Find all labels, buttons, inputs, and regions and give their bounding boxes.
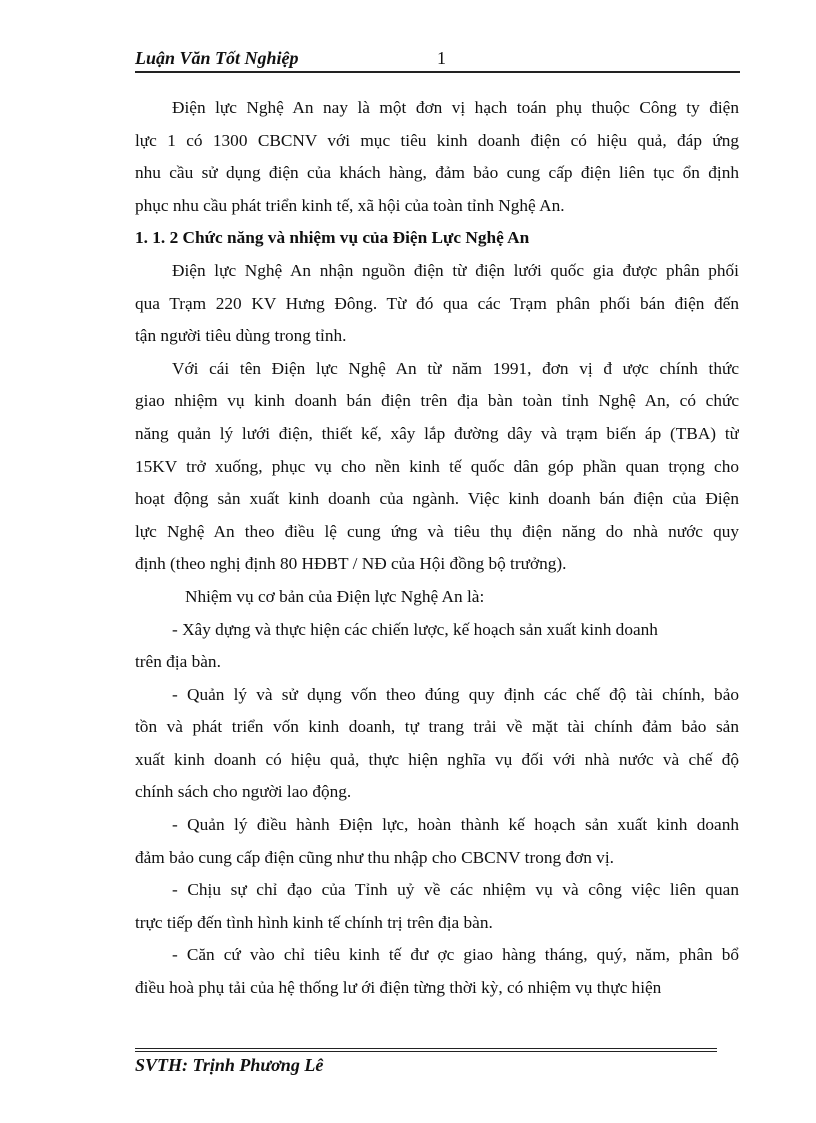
header-title: Luận Văn Tốt Nghiệp [135, 48, 299, 68]
footer-author: SVTH: Trịnh Phương Lê [135, 1055, 324, 1075]
list-item: - Quản lý và sử dụng vốn theo đúng quy định các chế độ tài chính, bảo [172, 684, 739, 704]
list-item: - Căn cứ vào chỉ tiêu kinh tế đư ợc giao hàng tháng, quý, năm, phân bổ [172, 945, 739, 965]
body-line: xuất kinh doanh có hiệu quả, thực hiện nghĩa vụ đối với nhà nước và chế độ [135, 749, 739, 769]
body-line: phục nhu cầu phát triển kinh tế, xã hội của toàn tỉnh Nghệ An. [135, 195, 565, 215]
body-line: tồn và phát triển vốn kinh doanh, tự trang trải về mặt tài chính đảm bảo sản [135, 717, 739, 737]
body-line: nhu cầu sử dụng điện của khách hàng, đảm bảo cung cấp điện liên tục ổn định [135, 163, 739, 183]
body-line: trực tiếp đến tình hình kinh tế chính trị trên địa bàn. [135, 912, 493, 932]
body-line: qua Trạm 220 KV Hưng Đông. Từ đó qua các Trạm phân phối bán điện đến [135, 293, 739, 313]
footer-rule-top [135, 1048, 717, 1049]
section-heading: 1. 1. 2 Chức năng và nhiệm vụ của Điện Lực Nghệ An [135, 228, 530, 248]
body-line: trên địa bàn. [135, 652, 221, 672]
body-line: Nhiệm vụ cơ bản của Điện lực Nghệ An là: [185, 586, 485, 606]
body-line: Điện lực Nghệ An nhận nguồn điện từ điện lưới quốc gia được phân phối [172, 260, 739, 280]
body-line: giao nhiệm vụ kinh doanh bán điện trên địa bàn toàn tỉnh Nghệ An, có chức [135, 391, 739, 411]
body-line: 15KV trở xuống, phục vụ cho nền kinh tế quốc dân góp phần quan trọng cho [135, 456, 739, 476]
page-number: 1 [437, 48, 446, 68]
body-line: điều hoà phụ tải của hệ thống lư ới điện từng thời kỳ, có nhiệm vụ thực hiện [135, 978, 662, 998]
list-item: - Quản lý điều hành Điện lực, hoàn thành kế hoạch sản xuất kinh doanh [172, 815, 739, 835]
footer-rule-bottom [135, 1051, 717, 1052]
body-line: Điện lực Nghệ An nay là một đơn vị hạch toán phụ thuộc Công ty điện [172, 98, 739, 117]
body-line: định (theo nghị định 80 HĐBT / NĐ của Hội đồng bộ trưởng). [135, 554, 567, 574]
header-rule [135, 71, 740, 73]
list-item: - Xây dựng và thực hiện các chiến lược, kế hoạch sản xuất kinh doanh [172, 619, 658, 639]
body-line: hoạt động sản xuất kinh doanh của ngành. Việc kinh doanh bán điện của Điện [135, 489, 739, 509]
body-line: chính sách cho người lao động. [135, 782, 352, 802]
document-body [135, 92, 739, 1005]
body-line: năng quản lý lưới điện, thiết kế, xây lắp đường dây và trạm biến áp (TBA) từ [135, 423, 739, 443]
body-line: Với cái tên Điện lực Nghệ An từ năm 1991, đơn vị đ ược chính thức [172, 358, 739, 378]
list-item: - Chịu sự chỉ đạo của Tỉnh uỷ về các nhiệm vụ và công việc liên quan [172, 880, 739, 900]
body-line: lực Nghệ An theo điều lệ cung ứng và tiêu thụ điện năng do nhà nước quy [135, 521, 739, 541]
body-line: đảm bảo cung cấp điện cũng như thu nhập cho CBCNV trong đơn vị. [135, 847, 614, 867]
body-line: lực 1 có 1300 CBCNV với mục tiêu kinh doanh điện có hiệu quả, đáp ứng [135, 130, 739, 150]
page-header [135, 48, 740, 72]
body-line: tận người tiêu dùng trong tỉnh. [135, 326, 347, 346]
